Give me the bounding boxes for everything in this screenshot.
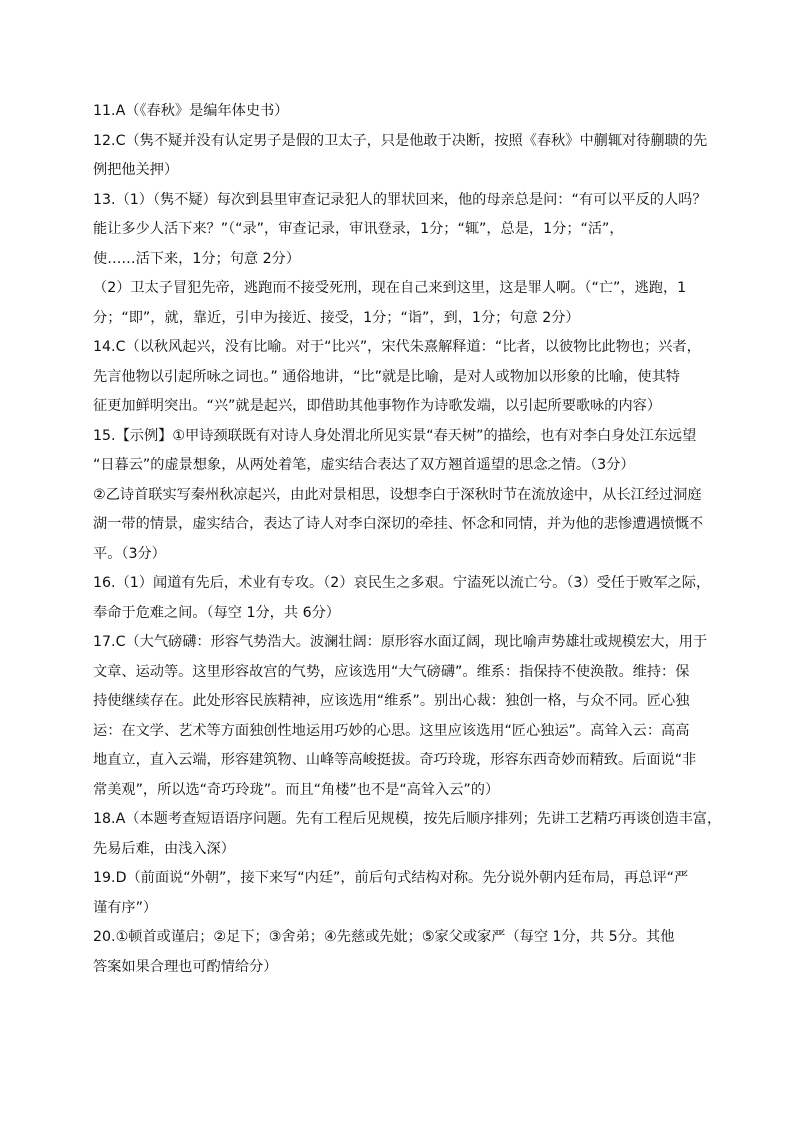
answer-line: 谨有序”） [93,899,158,916]
answer-line: 14.C（以秋风起兴，没有比喻。对于“比兴”，宋代朱熹解释道：“比者，以彼物比此物也；兴者， [93,339,701,355]
answer-line: ②乙诗首联实写秦州秋凉起兴，由此对景相思，设想李白于深秋时节在流放途中，从长江经过洞庭 [93,486,702,503]
answer-line: 文章、运动等。这里形容故宫的气势，应该选用“大气磅礴”。维系：指保持不使涣散。维持：保 [93,663,690,680]
answer-line: 17.C（大气磅礴：形容气势浩大。波澜壮阔：原形容水面辽阔，现比喻声势雄壮或规模宏大，用于 [93,634,708,650]
answer-line: “日暮云”的虚景想象，从两处着笔，虚实结合表达了双方翘首遥望的思念之情。（3分） [93,457,635,473]
answer-line: 16.（1）闻道有先后，术业有专攻。（2）哀民生之多艰。宁溘死以流亡兮。（3）受任于败军之际， [93,575,711,591]
answer-line: 奉命于危难之间。（每空 1分，共 6分） [93,604,340,621]
answer-key-page [93,97,722,982]
answer-line: 先易后难，由浅入深） [93,840,235,857]
answer-line: 例把他关押） [93,162,179,178]
answer-line: 18.A（本题考查短语语序问题。先有工程后见规模，按先后顺序排列；先讲工艺精巧再谈创造丰富， [93,811,722,827]
answer-line: 19.D（前面说“外朝”，接下来写“内廷”，前后句式结构对称。先分说外朝内廷布局，再总评“严 [93,870,689,886]
answer-line: 平。（3分） [93,545,166,562]
answer-line: 12.C（隽不疑并没有认定男子是假的卫太子，只是他敢于决断，按照《春秋》中蒯辄对待蒯聩的先 [93,132,708,149]
answer-line: 20.①顿首或谨启；②足下；③舍弟；④先慈或先妣；⑤家父或家严（每空 1分，共 5分。其他 [93,929,675,945]
answer-line: 11.A（《春秋》是编年体史书） [93,103,289,119]
answer-line: 分；“即”，就，靠近，引申为接近、接受，1分；“诣”，到，1分；句意 2分） [93,309,580,326]
answer-line: 使……活下来，1分；句意 2分） [93,250,301,267]
answer-line: 能让多少人活下来？”（“录”，审查记录，审讯登录，1分；“辄”，总是，1分；“活”， [93,221,624,237]
answer-line: 先言他物以引起所咏之词也。” 通俗地讲，“比”就是比喻，是对人或物加以形象的比喻，使其特 [93,368,680,385]
answer-line: 地直立，直入云端，形容建筑物、山峰等高峻挺拔。奇巧玲珑，形容东西奇妙而精致。后面说“非 [93,752,697,768]
answer-line: 13.（1）（隽不疑）每次到县里审查记录犯人的罪状回来，他的母亲总是问：“有可以平反的人吗？ [93,191,707,208]
answer-line: 常美观”，所以选“奇巧玲珑”。而且“角楼”也不是“高耸入云”的） [93,781,500,798]
answer-line: 答案如果合理也可酌情给分） [93,958,278,975]
answer-line: （2）卫太子冒犯先帝，逃跑而不接受死刑，现在自己来到这里，这是罪人啊。（“亡”，逃跑，1 [93,280,687,296]
answer-line: 持使继续存在。此处形容民族精神，应该选用“维系”。别出心裁：独创一格，与众不同。匠心独 [93,693,690,709]
answer-line: 湖一带的情景，虚实结合，表达了诗人对李白深切的牵挂、怀念和同情，并为他的悲惨遭遇愤慨不 [93,516,704,532]
answer-line: 征更加鲜明突出。“兴”就是起兴，即借助其他事物作为诗歌发端，以引起所要歌咏的内容） [93,398,662,414]
answer-line: 运：在文学、艺术等方面独创性地运用巧妙的心思。这里应该选用“匠心独运”。高耸入云：高高 [93,722,690,739]
answer-line: 15.【示例】①甲诗颈联既有对诗人身处渭北所见实景“春天树”的描绘，也有对李白身处江东远望 [93,427,697,444]
